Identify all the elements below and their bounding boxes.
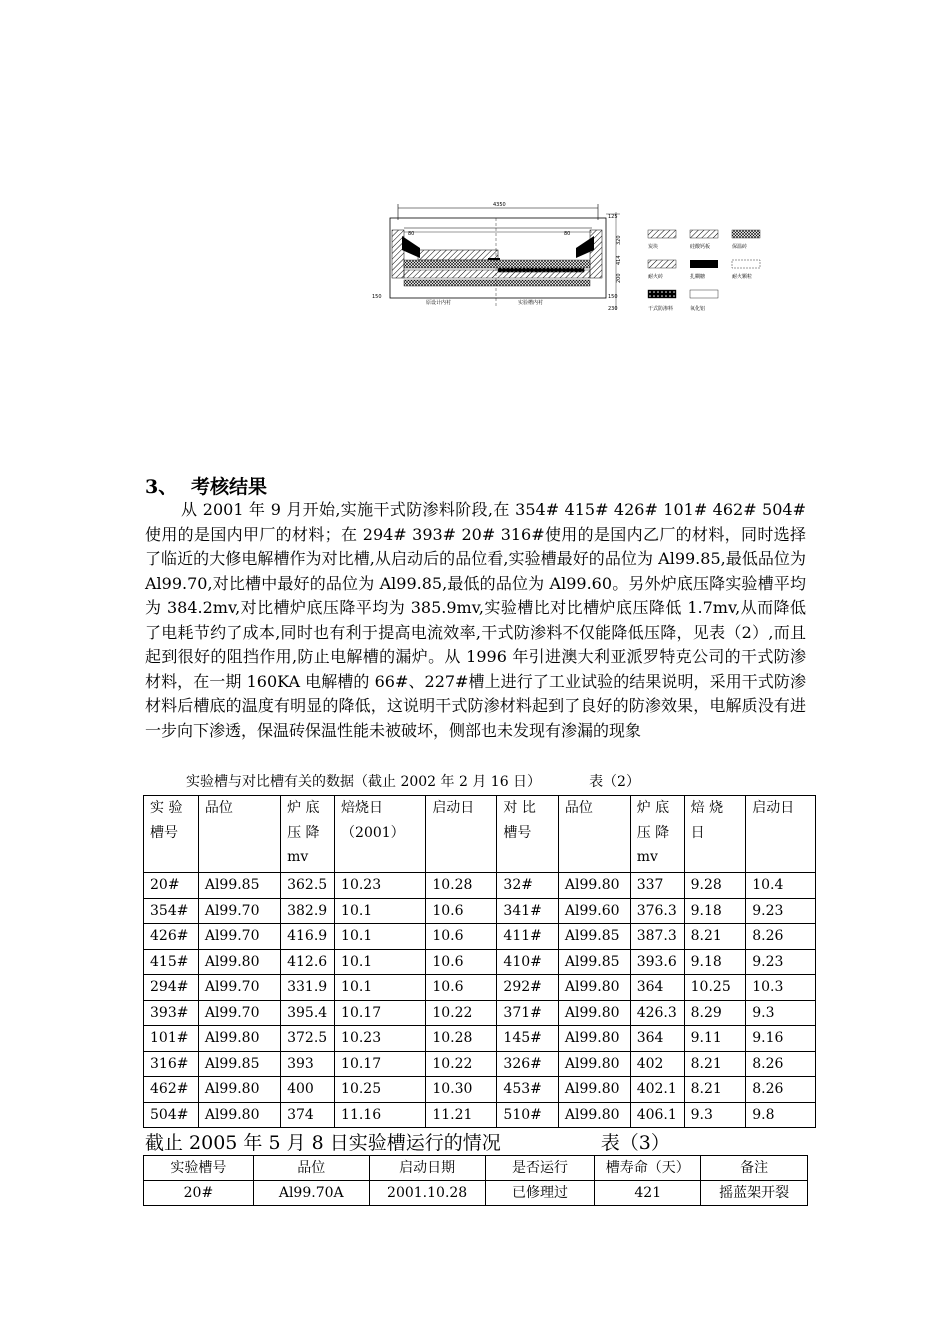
- table2-header-cell: 炉 底 压 降 mv: [281, 796, 335, 873]
- table2-cell: 10.28: [426, 1026, 497, 1052]
- lining-diagram: [368, 198, 778, 318]
- table3-cell: Al99.70A: [253, 1181, 369, 1206]
- legend-label-2: 硅酸钙板: [690, 244, 711, 250]
- table2: [143, 795, 816, 1128]
- table-row: [144, 1181, 808, 1206]
- table2-cell: 9.18: [684, 949, 746, 975]
- table2-cell: 9.3: [684, 1102, 746, 1128]
- legend-label-6: 耐火颗粒: [732, 274, 753, 280]
- table2-cell: 326#: [497, 1051, 559, 1077]
- table2-cell: 11.16: [335, 1102, 426, 1128]
- legend-label-4: 耐火砖: [648, 274, 664, 280]
- table2-cell: 292#: [497, 975, 559, 1001]
- dim-left-a: 80: [408, 231, 415, 237]
- table2-cell: 10.4: [746, 873, 816, 899]
- table2-cell: Al99.80: [558, 1051, 630, 1077]
- table2-cell: 8.21: [684, 1077, 746, 1103]
- table2-cell: 145#: [497, 1026, 559, 1052]
- table2-cell: 362.5: [281, 873, 335, 899]
- table2-cell: 8.21: [684, 924, 746, 950]
- table3-caption-text: 截止 2005 年 5 月 8 日实验槽运行的情况: [145, 1132, 501, 1154]
- table2-cell: 415#: [144, 949, 199, 975]
- table-row: [144, 975, 816, 1001]
- table2-cell: 10.1: [335, 949, 426, 975]
- table2-cell: 10.6: [426, 949, 497, 975]
- table2-cell: 402: [630, 1051, 684, 1077]
- table2-cell: 410#: [497, 949, 559, 975]
- table2-cell: 9.16: [746, 1026, 816, 1052]
- table3-cell: 421: [595, 1181, 701, 1206]
- legend-label-3: 保温砖: [732, 244, 748, 250]
- table2-cell: Al99.70: [198, 924, 280, 950]
- dim-left-b: 80: [564, 231, 571, 237]
- table3-header-cell: 品位: [253, 1156, 369, 1181]
- table2-header-cell: 启动日: [746, 796, 816, 873]
- table2-cell: 453#: [497, 1077, 559, 1103]
- table2-cell: 374: [281, 1102, 335, 1128]
- table2-cell: 32#: [497, 873, 559, 899]
- table-row: [144, 1102, 816, 1128]
- table2-cell: Al99.80: [198, 949, 280, 975]
- table2-cell: Al99.80: [558, 1102, 630, 1128]
- table2-cell: 10.6: [426, 924, 497, 950]
- table2-cell: 382.9: [281, 898, 335, 924]
- table2-header-cell: 对 比 槽号: [497, 796, 559, 873]
- table3-header-row: [144, 1156, 808, 1181]
- table2-cell: 9.3: [746, 1000, 816, 1026]
- table-row: [144, 1026, 816, 1052]
- table-row: [144, 949, 816, 975]
- legend-label-1: 炭块: [648, 244, 659, 250]
- table2-cell: 400: [281, 1077, 335, 1103]
- table2-cell: 8.26: [746, 924, 816, 950]
- dim-top-label: 4350: [493, 202, 506, 208]
- table-row: [144, 924, 816, 950]
- table2-cell: 331.9: [281, 975, 335, 1001]
- dim-right-3: 414: [616, 255, 622, 265]
- table2-cell: 371#: [497, 1000, 559, 1026]
- table-row: [144, 1051, 816, 1077]
- table2-cell: 426.3: [630, 1000, 684, 1026]
- table2-cell: 10.28: [426, 873, 497, 899]
- table2-cell: Al99.80: [198, 1026, 280, 1052]
- body-paragraph: 从 2001 年 9 月开始,实施干式防渗料阶段,在 354# 415# 426# 101# 462# 504#使用的是国内甲厂的材料；在 294# 393# 20# 316#使用的是国内乙厂的材料，同时选择了临近的大修电解槽作为对比槽,从启动后的品位看,实验槽最好的品位为 Al99.85,最低品位为 Al99.70,对比槽中最好的品位为 Al99.85,最低的品位为 Al99.60。另外炉底压降实验槽平均为 384.2mv,对比槽炉底压降平均为 385.9mv,实验槽比对比槽炉底压降低 1.7mv,从而降低了电耗节约了成本,同时也有利于提高电流效率,干式防渗料不仅能降低压降，见表（2）,而且起到很好的阻挡作用,防止电解槽的漏炉。从 1996 年引进澳大利亚派罗特克公司的干式防渗材料，在一期 160KA 电解槽的 66#、227#槽上进行了工业试验的结果说明，采用干式防渗材料后槽底的温度有明显的降低，这说明干式防渗材料起到了良好的防渗效果，电解质没有进一步向下渗透，保温砖保温性能未被破坏，侧部也未发现有渗漏的现象: [145, 500, 806, 740]
- table2-cell: 337: [630, 873, 684, 899]
- table2-cell: Al99.80: [198, 1077, 280, 1103]
- table2-cell: 10.6: [426, 898, 497, 924]
- table2-cell: Al99.80: [558, 1000, 630, 1026]
- table2-cell: Al99.85: [198, 1051, 280, 1077]
- table-row: [144, 1000, 816, 1026]
- table2-header-cell: 炉 底 压 降 mv: [630, 796, 684, 873]
- table2-cell: 316#: [144, 1051, 199, 1077]
- table2-cell: 341#: [497, 898, 559, 924]
- table2-cell: 412.6: [281, 949, 335, 975]
- table2-cell: 364: [630, 975, 684, 1001]
- table-row: [144, 873, 816, 899]
- table2-cell: Al99.70: [198, 898, 280, 924]
- table3-header-cell: 实验槽号: [144, 1156, 254, 1181]
- table-row: [144, 898, 816, 924]
- table3-label: 表（3）: [600, 1132, 670, 1154]
- dim-right-1: 125: [608, 214, 618, 220]
- table2-cell: 10.1: [335, 898, 426, 924]
- table2-cell: 387.3: [630, 924, 684, 950]
- table2-header-row: [144, 796, 816, 873]
- table3-header-cell: 是否运行: [485, 1156, 595, 1181]
- table2-cell: 426#: [144, 924, 199, 950]
- table2-cell: 510#: [497, 1102, 559, 1128]
- legend-label-7: 干式防渗料: [648, 306, 674, 312]
- table3-cell: 2001.10.28: [369, 1181, 485, 1206]
- table2-cell: 8.29: [684, 1000, 746, 1026]
- legend-label-5: 扎糊糖: [690, 274, 706, 280]
- table2-cell: Al99.70: [198, 975, 280, 1001]
- table2-cell: 10.17: [335, 1000, 426, 1026]
- table2-header-cell: 实 验 槽号: [144, 796, 199, 873]
- table3-cell: 20#: [144, 1181, 254, 1206]
- table2-cell: 402.1: [630, 1077, 684, 1103]
- table2-cell: Al99.80: [198, 1102, 280, 1128]
- table2-cell: 10.23: [335, 873, 426, 899]
- table2-cell: 10.25: [684, 975, 746, 1001]
- table2-cell: Al99.85: [198, 873, 280, 899]
- table2-cell: 10.23: [335, 1026, 426, 1052]
- table2-cell: Al99.60: [558, 898, 630, 924]
- dim-right-4: 200: [616, 273, 622, 283]
- table2-cell: 393: [281, 1051, 335, 1077]
- table3-header-cell: 备注: [701, 1156, 808, 1181]
- table2-header-cell: 焙 烧 日: [684, 796, 746, 873]
- table2-cell: Al99.80: [558, 975, 630, 1001]
- table2-cell: 10.22: [426, 1051, 497, 1077]
- table2-cell: Al99.85: [558, 924, 630, 950]
- table2-cell: 10.17: [335, 1051, 426, 1077]
- table2-cell: 10.22: [426, 1000, 497, 1026]
- table2-cell: 8.26: [746, 1051, 816, 1077]
- table-row: [144, 1077, 816, 1103]
- table2-cell: 354#: [144, 898, 199, 924]
- table3-caption: [145, 1128, 670, 1155]
- table2-cell: 393#: [144, 1000, 199, 1026]
- table2-cell: 294#: [144, 975, 199, 1001]
- table2-cell: 462#: [144, 1077, 199, 1103]
- section-number: 3、: [145, 476, 178, 498]
- table2-cell: Al99.80: [558, 1026, 630, 1052]
- table2-cell: Al99.80: [558, 873, 630, 899]
- table2-cell: 395.4: [281, 1000, 335, 1026]
- dim-right-2: 320: [616, 235, 622, 245]
- table2-cell: 9.23: [746, 949, 816, 975]
- table2-cell: 9.11: [684, 1026, 746, 1052]
- table3: [143, 1155, 808, 1206]
- table2-cell: 101#: [144, 1026, 199, 1052]
- table2-cell: 10.30: [426, 1077, 497, 1103]
- table2-cell: 10.3: [746, 975, 816, 1001]
- table2-cell: Al99.70: [198, 1000, 280, 1026]
- table2-cell: 372.5: [281, 1026, 335, 1052]
- dim-right-5: 150: [608, 294, 618, 300]
- diagram-legend: [648, 230, 760, 312]
- dim-left: 150: [372, 294, 382, 300]
- dim-right-6: 230: [608, 306, 618, 312]
- table2-cell: Al99.80: [558, 1077, 630, 1103]
- section-title: 考核结果: [191, 476, 268, 498]
- table2-header-cell: 焙烧日 （2001）: [335, 796, 426, 873]
- table2-cell: 9.28: [684, 873, 746, 899]
- table2-cell: 20#: [144, 873, 199, 899]
- table2-cell: 406.1: [630, 1102, 684, 1128]
- label-original-lining: 原设计内衬: [426, 300, 452, 306]
- table2-caption-text: 实验槽与对比槽有关的数据（截止 2002 年 2 月 16 日）: [186, 774, 542, 790]
- table2-caption: [186, 771, 640, 791]
- label-experiment-lining: 实验槽内衬: [518, 300, 544, 306]
- table3-cell: 摇蓝架开裂: [701, 1181, 808, 1206]
- table3-cell: 已修理过: [485, 1181, 595, 1206]
- table3-header-cell: 启动日期: [369, 1156, 485, 1181]
- table2-cell: 10.1: [335, 924, 426, 950]
- table2-cell: 364: [630, 1026, 684, 1052]
- table2-cell: 9.18: [684, 898, 746, 924]
- table2-cell: 11.21: [426, 1102, 497, 1128]
- table2-cell: 8.26: [746, 1077, 816, 1103]
- table2-cell: 10.25: [335, 1077, 426, 1103]
- table2-cell: 10.1: [335, 975, 426, 1001]
- table3-header-cell: 槽寿命（天）: [595, 1156, 701, 1181]
- table2-cell: Al99.85: [558, 949, 630, 975]
- table2-cell: 416.9: [281, 924, 335, 950]
- section-heading: [145, 472, 267, 499]
- table2-cell: 376.3: [630, 898, 684, 924]
- table2-header-cell: 品位: [558, 796, 630, 873]
- legend-label-8: 氧化铝: [690, 306, 706, 312]
- table2-header-cell: 品位: [198, 796, 280, 873]
- table2-cell: 411#: [497, 924, 559, 950]
- table2-label: 表（2）: [589, 774, 640, 790]
- table2-cell: 504#: [144, 1102, 199, 1128]
- table2-cell: 8.21: [684, 1051, 746, 1077]
- table2-cell: 9.23: [746, 898, 816, 924]
- table2-cell: 9.8: [746, 1102, 816, 1128]
- table2-header-cell: 启动日: [426, 796, 497, 873]
- table2-cell: 10.6: [426, 975, 497, 1001]
- table2-cell: 393.6: [630, 949, 684, 975]
